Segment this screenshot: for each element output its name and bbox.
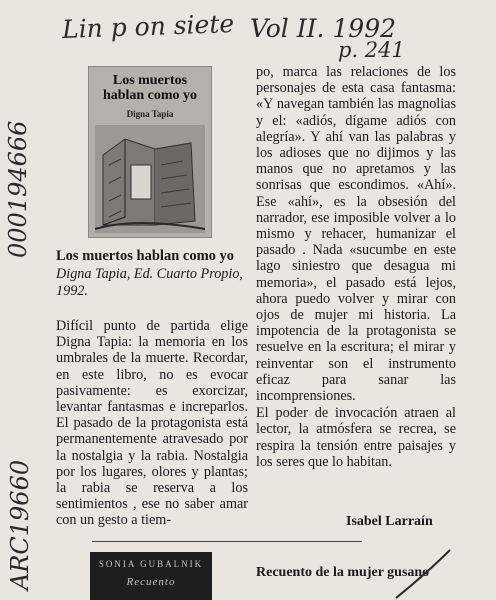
cover-illustration bbox=[95, 125, 205, 233]
cover-title-line-1: Los muertos bbox=[112, 73, 188, 88]
next-cover-title: Recuento bbox=[126, 576, 176, 588]
handwritten-catalog-code: 000194666 bbox=[4, 120, 32, 258]
cover-title-line-2: hablan como yo bbox=[102, 88, 198, 103]
review-paragraph: Difícil punto de partida elige Digna Tapia: la memoria en los umbrales de la muerte. Recordar, en este libro, no es evocar pasivamente: es exorcizar, levantar fantasmas e increparlos. El pasado de la protagonista está permanentemente atravesado por la nostalgia y la rabia. Nostalgia por los lugares, olores y plantas; la rabia se reserva a los sentimientos , ese no saber amar con un gesto a tiem- bbox=[56, 318, 248, 529]
next-book-cover-image bbox=[90, 552, 212, 600]
review-paragraph: El poder de invocación atraen al lector, la atmósfera se recrea, se respira la tensión entre paisajes y los seres que lo habitan. bbox=[256, 405, 456, 470]
handwritten-page: p. 241 bbox=[338, 38, 405, 62]
review-paragraph: po, marca las relaciones de los personajes de esta casa fantasma: «Y navegan también las magnolias y el: «adiós, dígame adiós con alegría». Y ahí van las palabras y los adioses que no dijimos y las manos que no apretamos y las sonrisas que escondimos. «Ahí». Ese «ahí», es la obsesión del narrador, ese imposible volver a lo mismo y rehacer, humanizar el pasado . Nada «sucumbe en este lago siniestro que desagua mi memoria», el pasado está lejos, ahora puedo volver y mirar con ojos de mujer mi historia. La impotencia de la protagonista se resuelve en la escritura; el mirar y reinventar son el instrumento eficaz para sanar las incomprensiones. bbox=[256, 64, 456, 405]
review-column-right bbox=[256, 64, 456, 470]
next-cover-author: SONIA GUBALNIK bbox=[98, 559, 204, 569]
book-cover-image bbox=[88, 66, 212, 238]
handwritten-catalog-code-2: ARC19660 bbox=[6, 459, 34, 590]
divider bbox=[92, 541, 362, 542]
handwritten-volume: Vol II. 1992 bbox=[250, 14, 397, 43]
book-title: Los muertos hablan como yo bbox=[56, 248, 235, 264]
reviewer-name: Isabel Larraín bbox=[346, 514, 433, 529]
handwritten-source: Lin p on siete bbox=[61, 9, 235, 44]
cover-title bbox=[89, 73, 211, 103]
handwritten-slash-mark bbox=[388, 548, 458, 600]
book-publication: Digna Tapia, Ed. Cuarto Propio, 1992. bbox=[56, 266, 243, 299]
review-column-left bbox=[56, 318, 248, 529]
cover-author: Digna Tapia bbox=[126, 109, 174, 119]
next-review-title: Recuento de la mujer gusano bbox=[256, 565, 430, 580]
